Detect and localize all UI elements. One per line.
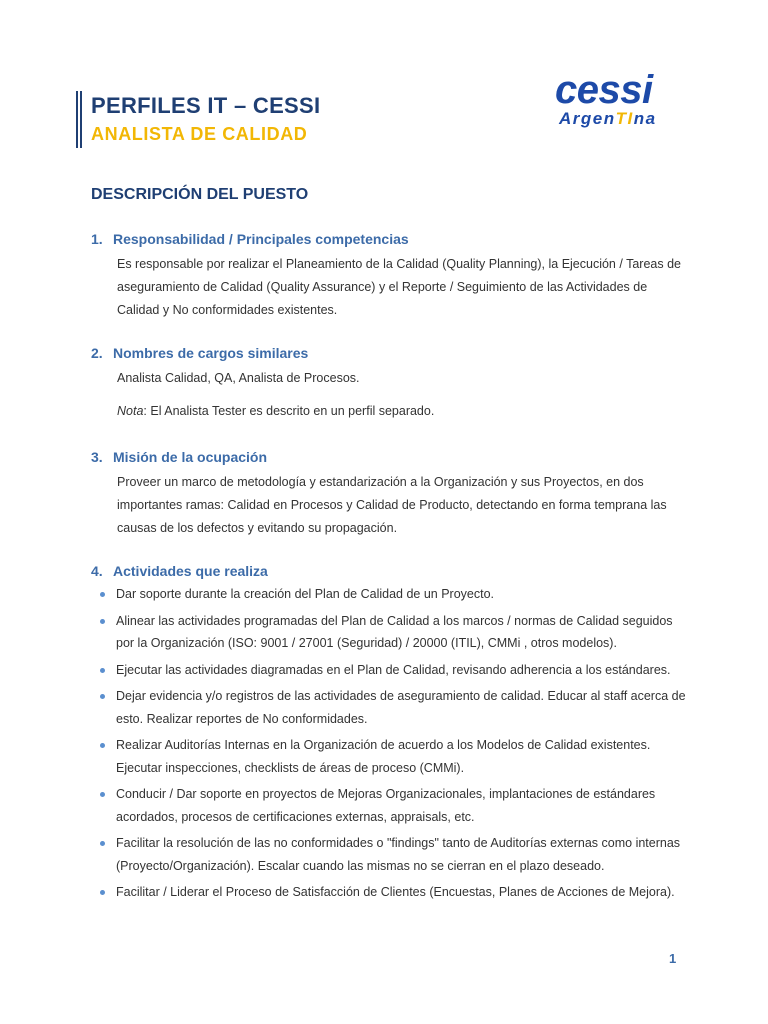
list-item (98, 583, 688, 606)
note-text: : El Analista Tester es descrito en un perfil separado. (143, 404, 435, 418)
section-title: DESCRIPCIÓN DEL PUESTO (91, 186, 309, 203)
bullet-icon (100, 841, 105, 846)
item-number: 1. (91, 231, 103, 247)
item-paragraph: Proveer un marco de metodología y estandarización a la Organización y sus Proyectos, en dos importantes ramas: Calidad en Procesos y Calidad de Producto, detectando en forma temprana las causas de los defectos y evitando su propagación. (117, 475, 667, 535)
list-item-text: Facilitar / Liderar el Proceso de Satisfacción de Clientes (Encuestas, Planes de Acciones de Mejora). (116, 885, 675, 899)
bullet-icon (100, 694, 105, 699)
item-paragraph: Analista Calidad, QA, Analista de Procesos. (117, 371, 360, 385)
list-item-text: Alinear las actividades programadas del Plan de Calidad a los marcos / normas de Calidad seguidos por la Organización (ISO: 9001 / 27001 (Seguridad) / 20000 (ITIL), CMMi , otros modelos). (116, 613, 673, 650)
list-item (98, 659, 688, 682)
list-item-text: Conducir / Dar soporte en proyectos de Mejoras Organizacionales, implantaciones de estándares acordados, procesos de certificaciones externas, appraisals, etc. (116, 787, 656, 824)
item-paragraph: Es responsable por realizar el Planeamiento de la Calidad (Quality Planning), la Ejecución / Tareas de aseguramiento de Calidad (Quality Assurance) y el Reporte / Seguimiento de las Actividades de Calidad y No conformidades existentes. (117, 257, 681, 317)
list-item-text: Dejar evidencia y/o registros de las actividades de aseguramiento de calidad. Educar al staff acerca de esto. Realizar reportes de No conformidades. (116, 689, 686, 726)
item-heading (91, 230, 681, 248)
list-item (98, 685, 688, 730)
item-heading-text: Actividades que realiza (113, 563, 268, 579)
list-item-text: Dar soporte durante la creación del Plan de Calidad de un Proyecto. (116, 587, 495, 601)
section-item-responsabilidad (91, 230, 681, 322)
item-body (117, 471, 681, 540)
logo-country (559, 110, 657, 128)
bullet-icon (100, 592, 105, 597)
bullet-icon (100, 668, 105, 673)
cessi-logo (555, 70, 665, 132)
bullet-icon (100, 743, 105, 748)
item-body (117, 367, 681, 423)
bullet-icon (100, 619, 105, 624)
section-item-mision (91, 448, 681, 540)
note-label: Nota (117, 404, 144, 418)
item-number: 2. (91, 345, 103, 361)
logo-country-accent: TI (615, 109, 634, 128)
bullet-icon (100, 792, 105, 797)
list-item-text: Ejecutar las actividades diagramadas en el Plan de Calidad, revisando adherencia a los estándares. (116, 662, 671, 677)
logo-country-end: na (633, 109, 657, 128)
item-heading-text: Nombres de cargos similares (113, 345, 309, 361)
item-heading-text: Responsabilidad / Principales competencias (113, 231, 409, 247)
item-heading (91, 344, 681, 362)
item-number: 4. (91, 563, 103, 579)
logo-country-start: Argen (559, 109, 616, 128)
header-accent-bar (76, 91, 82, 148)
list-item (98, 832, 688, 877)
list-item-text: Facilitar la resolución de las no conformidades o "findings" tanto de Auditorías externas como internas (Proyecto/Organización). Escalar cuando las mismas no se cierran en el plazo deseado. (116, 836, 681, 873)
item-note (117, 400, 681, 423)
section-item-cargos-similares (91, 344, 681, 423)
item-heading (91, 448, 681, 466)
list-item (98, 734, 688, 779)
section-item-actividades (91, 562, 681, 580)
list-item (98, 610, 688, 655)
item-heading (91, 562, 681, 580)
item-body (117, 253, 681, 322)
list-item (98, 783, 688, 828)
document-subtitle: ANALISTA DE CALIDAD (91, 124, 308, 144)
page-number: 1 (669, 951, 677, 966)
list-item-text: Realizar Auditorías Internas en la Organización de acuerdo a los Modelos de Calidad existentes. Ejecutar inspecciones, checklists de áreas de proceso (CMMi). (116, 738, 651, 775)
logo-wordmark: cessi (555, 68, 653, 112)
bullet-icon (100, 890, 105, 895)
item-heading-text: Misión de la ocupación (113, 449, 268, 465)
list-item (98, 881, 688, 904)
item-number: 3. (91, 449, 103, 465)
document-title: PERFILES IT – CESSI (91, 93, 321, 118)
activities-list (98, 583, 688, 908)
